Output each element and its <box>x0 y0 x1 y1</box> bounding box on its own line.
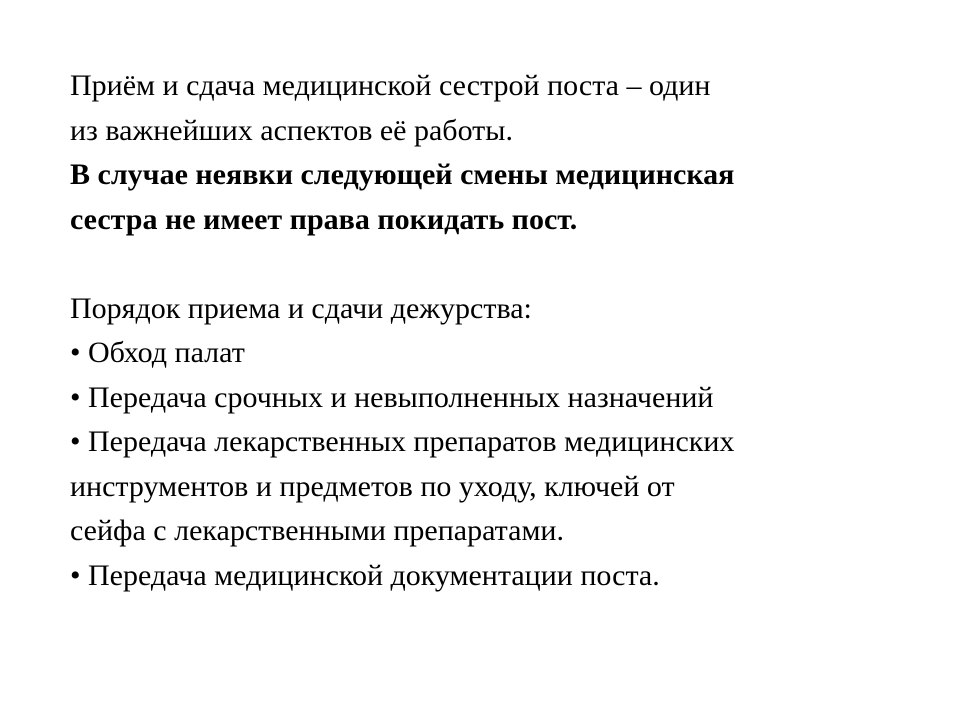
slide-text <box>70 64 930 598</box>
warning-line-1: В случае неявки следующей смены медицинская <box>70 158 735 191</box>
procedure-heading: Порядок приема и сдачи дежурства: <box>70 291 532 325</box>
list-item-line: • Передача срочных и невыполненных назначений <box>70 380 714 414</box>
list-item-line: • Обход палат <box>70 336 245 369</box>
list-item <box>70 420 930 554</box>
list-item <box>70 331 930 376</box>
procedure-list <box>70 331 930 598</box>
paragraph-spacer <box>70 242 930 287</box>
list-item-line: сейфа с лекарственными препаратами. <box>70 514 564 547</box>
list-item-line: • Передача лекарственных препаратов медицинских <box>70 425 735 458</box>
list-item-line: инструментов и предметов по уходу, ключей от <box>70 469 675 503</box>
intro-line-2: из важнейших аспектов её работы. <box>70 113 513 147</box>
warning-line-2: сестра не имеет права покидать пост. <box>70 202 578 236</box>
list-item <box>70 554 930 599</box>
list-item <box>70 376 930 421</box>
intro-line-1: Приём и сдача медицинской сестрой поста – один <box>70 69 711 102</box>
list-item-line: • Передача медицинской документации поста. <box>70 558 660 592</box>
